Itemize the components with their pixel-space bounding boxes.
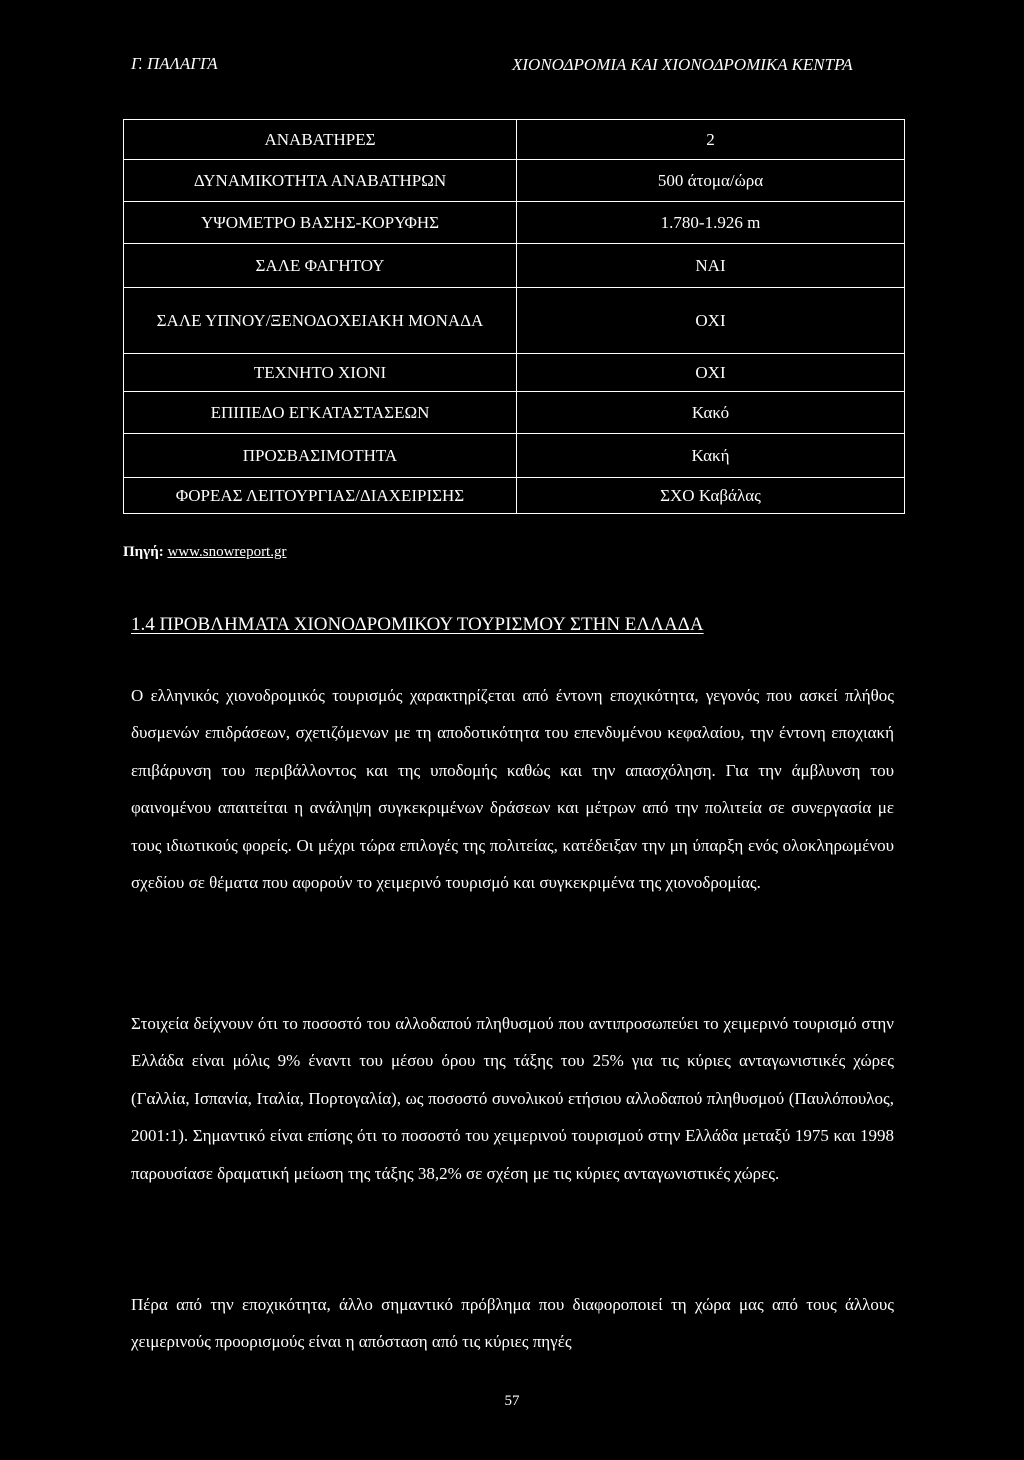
row-label: ΣΑΛΕ ΥΠΝΟΥ/ΞΕΝΟΔΟΧΕΙΑΚΗ ΜΟΝΑΔΑ [124,288,517,354]
table-source [123,544,286,561]
table-row [124,434,905,478]
row-value: 1.780-1.926 m [517,202,905,244]
body-paragraph: Στοιχεία δείχνουν ότι το ποσοστό του αλλοδαπού πληθυσμού που αντιπροσωπεύει το χειμερινό τουρισμό στην Ελλάδα είναι μόλις 9% έναντι του μέσου όρου της τάξης του 25% για τις κύριες ανταγωνιστικές χώρες (Γαλλία, Ισπανία, Ιταλία, Πορτογαλία), ως ποσοστό συνολικού ετήσιου αλλοδαπού πληθυσμού (Παυλόπουλος, 2001:1). Σημαντικό είναι επίσης ότι το ποσοστό του χειμερινού τουρισμού στην Ελλάδα μεταξύ 1975 και 1998 παρουσίασε δραματική μείωση της τάξης 38,2% σε σχέση με τις κύριες ανταγωνιστικές χώρες. [131,1014,894,1183]
body-paragraph: Πέρα από την εποχικότητα, άλλο σημαντικό πρόβλημα που διαφοροποιεί τη χώρα μας από τους άλλους χειμερινούς προορισμούς είναι η απόσταση από τις κύριες πηγές [131,1295,894,1352]
ski-center-info-table [123,119,905,514]
row-value: Κακό [517,392,905,434]
body-paragraph: Ο ελληνικός χιονοδρομικός τουρισμός χαρακτηρίζεται από έντονη εποχικότητα, γεγονός που ασκεί πλήθος δυσμενών επιδράσεων, σχετιζόμενων με τη αποδοτικότητα του επενδυμένου κεφαλαίου, την έντονη εποχιακή επιβάρυνση του περιβάλλοντος και της υποδομής καθώς και την απασχόληση. Για την άμβλυνση του φαινομένου απαιτείται η ανάληψη συγκεκριμένων δράσεων και μέτρων από την πολιτεία σε συνεργασία με τους ιδιωτικούς φορείς. Οι μέχρι τώρα επιλογές της πολιτείας, κατέδειξαν την μη ύπαρξη ενός ολοκληρωμένου σχεδίου σε θέματα που αφορούν το χειμερινό τουρισμό και συγκεκριμένα της χιονοδρομίας. [131,686,894,893]
row-label: ΑΝΑΒΑΤΗΡΕΣ [124,120,517,160]
source-label: Πηγή: [123,544,164,560]
table-row [124,392,905,434]
row-value: ΣΧΟ Καβάλας [517,478,905,514]
row-label: ΣΑΛΕ ΦΑΓΗΤΟΥ [124,244,517,288]
row-value: ΟΧΙ [517,288,905,354]
row-label: ΤΕΧΝΗΤΟ ΧΙΟΝΙ [124,354,517,392]
row-value: ΝΑΙ [517,244,905,288]
section-heading: 1.4 ΠΡΟΒΛΗΜΑΤΑ ΧΙΟΝΟΔΡΟΜΙΚΟΥ ΤΟΥΡΙΣΜΟΥ ΣΤΗΝ ΕΛΛΑΔΑ [131,614,704,635]
table-row [124,202,905,244]
row-value: 2 [517,120,905,160]
table-row [124,160,905,202]
row-label: ΦΟΡΕΑΣ ΛΕΙΤΟΥΡΓΙΑΣ/ΔΙΑΧΕΙΡΙΣΗΣ [124,478,517,514]
row-label: ΥΨΟΜΕΤΡΟ ΒΑΣΗΣ-ΚΟΡΥΦΗΣ [124,202,517,244]
table-row [124,354,905,392]
running-header-title: ΧΙΟΝΟΔΡΟΜΙΑ ΚΑΙ ΧΙΟΝΟΔΡΟΜΙΚΑ ΚΕΝΤΡΑ [512,55,853,74]
row-value: Κακή [517,434,905,478]
source-link[interactable]: www.snowreport.gr [167,544,287,560]
row-label: ΠΡΟΣΒΑΣΙΜΟΤΗΤΑ [124,434,517,478]
running-header-author: Γ. ΠΑΛΑΓΓΑ [131,54,218,73]
table-row [124,120,905,160]
row-label: ΕΠΙΠΕΔΟ ΕΓΚΑΤΑΣΤΑΣΕΩΝ [124,392,517,434]
page-number: 57 [504,1393,520,1409]
table-row [124,478,905,514]
row-value: 500 άτομα/ώρα [517,160,905,202]
row-label: ΔΥΝΑΜΙΚΟΤΗΤΑ ΑΝΑΒΑΤΗΡΩΝ [124,160,517,202]
row-value: ΟΧΙ [517,354,905,392]
table-row [124,288,905,354]
table-row [124,244,905,288]
